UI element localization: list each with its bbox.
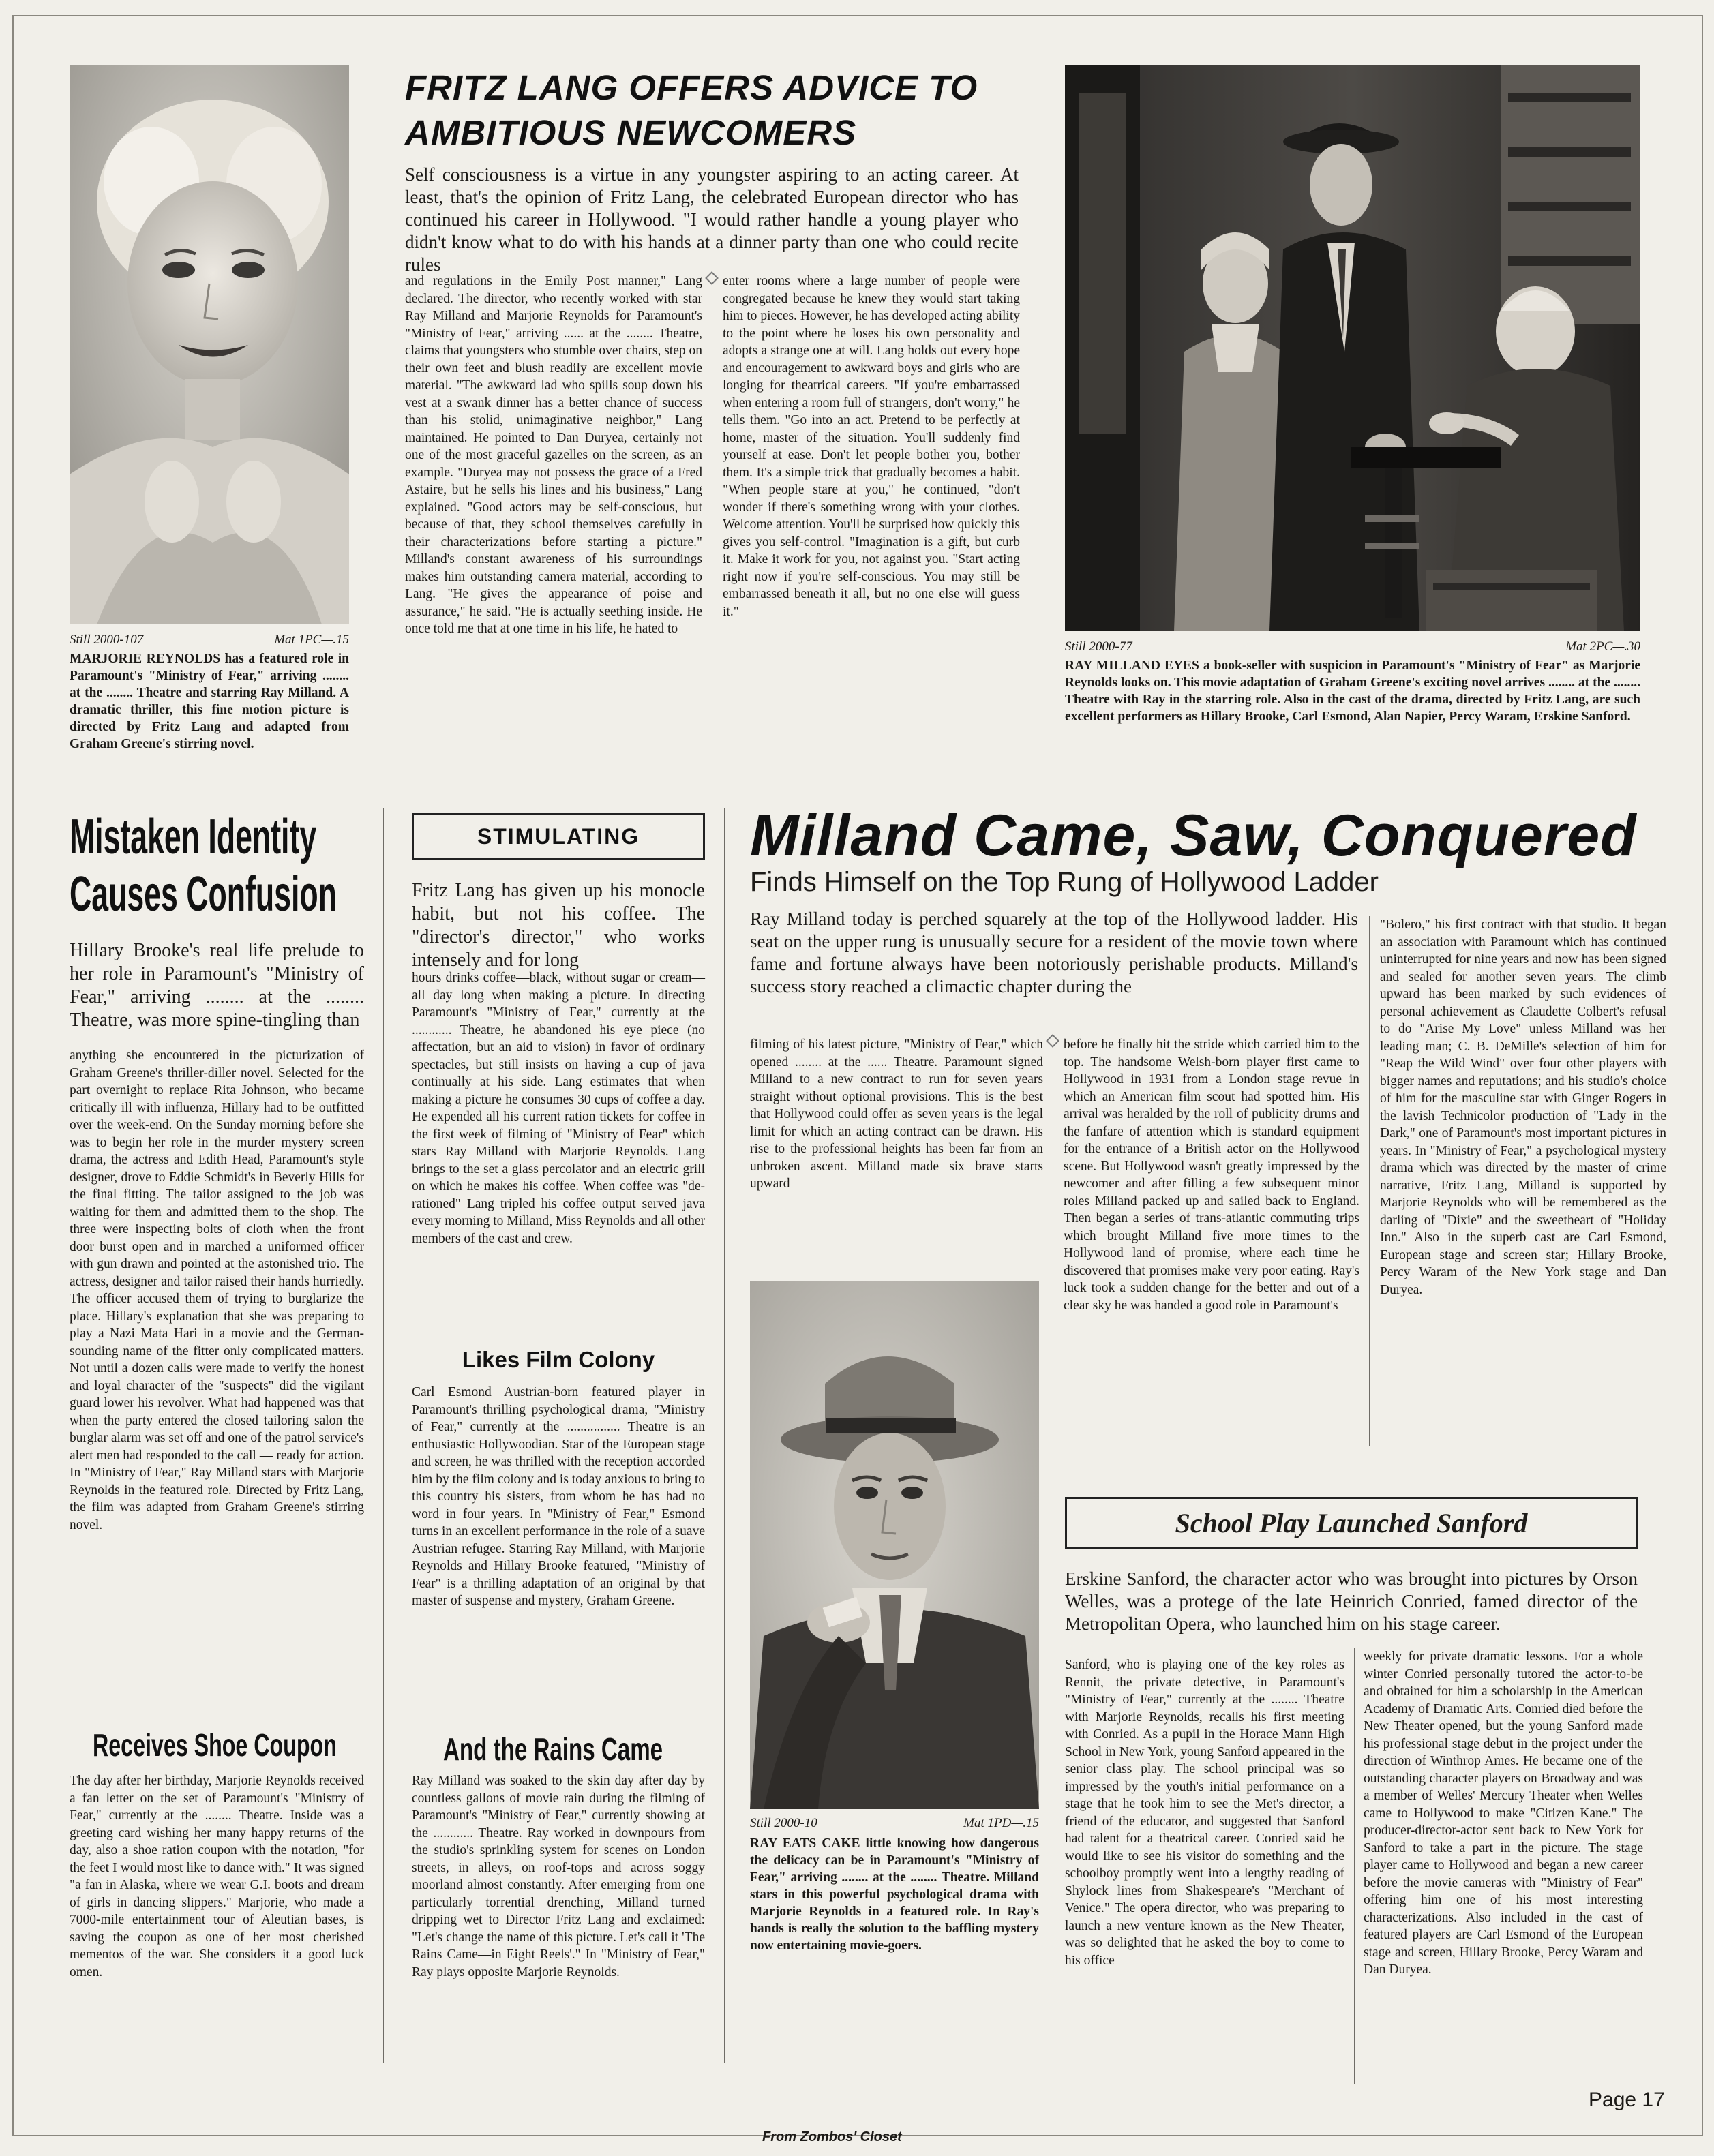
headline-line-1: Mistaken Identity [70,810,317,864]
scan-credit: From Zombos' Closet [762,2129,902,2144]
headline-milland-conquered: Milland Came, Saw, Conquered [750,803,1637,868]
mat-number: Mat 1PD—.15 [963,1816,1039,1830]
milland-subhead: Finds Himself on the Top Rung of Hollywood Ladder [750,867,1379,897]
milland-column-1: filming of his latest picture, "Ministry of Fear," which opened ........ at the ...... Theatre. Paramount signed Milland to a new contract to run for seven years straight without optional provisions. This is the best that Hollywood could offer as seven years is the legal limit for which an acting contract can be drawn. His rise to the professional heights has been far from an unbroken ascent. Milland made six brave starts upward [750,1037,1043,1191]
column-rule [1369,916,1370,1446]
sanford-lead: Erskine Sanford, the character actor who was brought into pictures by Orson Welles, was a protege of the late Heinrich Conried, famed director of the Metropolitan Opera, who launched him on his stage career. [1065,1568,1638,1634]
mistaken-lead: Hillary Brooke's real life prelude to her role in Paramount's "Ministry of Fear," arriving ........ at the ........ Theatre, was more spine-tingling than [70,940,364,1031]
milland-lead: Ray Milland today is perched squarely at the top of the Hollywood ladder. His seat on the upper rung is unusually secure for a resident of the movie town where fame and fortune always have been notoriously perishable products. Milland's success story reached a climactic chapter during the [750,909,1358,997]
headline-rains-came: And the Rains Came [443,1731,663,1767]
headline-fritz-lang: FRITZ LANG OFFERS ADVICE TO AMBITIOUS NEWCOMERS [405,68,978,152]
photo-cake-credits [750,1816,1039,1831]
photo-reynolds-caption: MARJORIE REYNOLDS has a featured role in Paramount's "Ministry of Fear," arriving ........ at the ........ Theatre and starring Ray Milland. A dramatic thriller, this fine motion picture is directed by Fritz Lang and adapted from Graham Greene's stirring novel. [70,652,349,751]
photo-bookseller-caption: RAY MILLAND EYES a book-seller with suspicion in Paramount's "Ministry of Fear" as Marjorie Reynolds looks on. This movie adaptation of Graham Greene's exciting novel arrives ........ at the ........ Theatre with Ray in the starring role. Also in the cast of the drama, directed by Fritz Lang, are such excellent performers as Hillary Brooke, Carl Esmond, Alan Napier, Percy Waram, Erskine Sanford. [1065,658,1640,724]
photo-ray-eats-cake [750,1281,1039,1809]
sanford-headline-box [1065,1497,1638,1549]
mat-number: Mat 1PC—.15 [274,633,349,647]
still-number: Still 2000-77 [1065,639,1132,654]
still-number: Still 2000-107 [70,633,144,647]
headline-shoe-coupon: Receives Shoe Coupon [93,1727,337,1763]
headline-mistaken-identity [70,808,337,923]
film-colony-body: Carl Esmond Austrian-born featured player in Paramount's thrilling psychological drama, "Ministry of Fear," currently at the ................ Theatre is an enthusiastic Hollywoodian. Star of the European stage and screen, he was thrilled with the reception accorded him by the film colony and is today anxious to bring to this country his sisters, from whom he has had no word in four years. In "Ministry of Fear," Esmond turns in an excellent performance in the role of a suave Austrian refugee. Starring Ray Milland, with Marjorie Reynolds and Hillary Brooke featured, "Ministry of Fear" is a thrilling adaptation of an original by that master of suspense and mystery, Graham Greene. [412,1385,705,1608]
stimulating-box [412,813,705,860]
milland-column-3: "Bolero," his first contract with that studio. It began an association with Paramount which has continued uninterrupted for nine years and now has been signed and sealed for another seven years. The climb upward has been marked by such evidences of personal achievement as Claudette Colbert's refusal to do "Arise My Love" unless Milland was her leading man; C. B. DeMille's selection of him for "Reap the Wild Wind" over four other players with bigger names and reputations; and his studio's choice of him for the masculine star with Ginger Rogers in the lavish Technicolor production of "Lady in the Dark," one of Paramount's most important pictures in years. In "Ministry of Fear," a psychological mystery drama which was directed by the master of crime narrative, Fritz Lang, Milland is supported by Marjorie Reynolds who will be remembered as the darling of "Dixie" and the sweetheart of "Holiday Inn." Also in the superb cast are Carl Esmond, European stage and screen star; Hillary Brooke, Percy Waram of the New York stage and Dan Duryea. [1380,917,1666,1297]
column-rule [383,808,384,2063]
mat-number: Mat 2PC—.30 [1565,639,1640,654]
sanford-column-2: weekly for private dramatic lessons. For a whole winter Conried personally tutored the actor-to-be and obtained for him a scholarship in the American Academy of Dramatic Arts. Conried died before the New Theater opened, but the young Sanford made his professional stage debut in the project under the direction of Winthrop Ames. He became one of the outstanding character players on Broadway and was a member of Welles' Mercury Theater when Welles came to Hollywood to make "Citizen Kane." The producer-director-actor sent back to New York for Sanford to take a part in the picture. The stage player came to Hollywood and began a new career before the movie cameras with "Ministry of Fear" offering him one of his most interesting characterizations. Also included in the cast of featured players are Carl Esmond of the European stage and screen, Hillary Brooke, Percy Waram and Dan Duryea. [1364,1650,1643,1977]
photo-marjorie-reynolds [70,65,349,624]
fritz-lang-column-2: enter rooms where a large number of people were congregated because he knew they would start taking him to pieces. However, he has developed acting ability to the point where he loses his own personality and adopts a strange one at will. Lang holds out every hope and encouragement to awkward boys and girls who are longing for theatrical careers. "If you're embarrassed when entering a room full of strangers, don't worry," he tells them. "Go into an act. Pretend to be perfectly at home, master of the situation. You'll suddenly find yourself at ease. Don't let people bother you, bother them. It's a simple trick that gradually becomes a habit. "When people stare at you," he continued, "don't wonder if there's something wrong with your clothes. Welcome attention. You'll be surprised how quickly this gives you self-control. "Imagination is a gift, but curb it. Make it work for you, not against you. "Start acting right now if you're self-conscious. You may still be embarrassed beneath it all, but no one else will guess it." [723,274,1020,619]
headline-likes-film-colony: Likes Film Colony [462,1347,655,1372]
fritz-lang-column-1: and regulations in the Emily Post manner," Lang declared. The director, who recently worked with star Ray Milland and Marjorie Reynolds for Paramount's "Ministry of Fear," arriving ...... at the ........ Theatre, claims that youngsters who stumble over chairs, step on their own feet and blush readily are excellent movie material. "The awkward lad who spills soup down his vest at a swank dinner has a better chance of success than his stolid, unimaginative neighbor," Lang maintained. He pointed to Dan Duryea, certainly not one of the most graceful gazelles on the screen, as an example. "Duryea may not possess the grace of a Fred Astaire, but he sells his lines and his business," Lang explained. "Good actors may be self-conscious, but because of that, they school themselves carefully in their characterizations before starting a picture." Milland's constant awareness of his surroundings makes him outstanding camera material, according to Lang. "He gives the appearance of poise and assurance," he said. "He is actually seething inside. He once told me that at one time in his life, he hated to [405,274,702,636]
stimulating-lead: Fritz Lang has given up his monocle habit, but not his coffee. The "director's director," who works intensely and for long [412,880,705,971]
sanford-column-1: Sanford, who is playing one of the key roles as Rennit, the private detective, in Paramount's "Ministry of Fear," currently at the ........ Theatre with Marjorie Reynolds, recalls his first meeting with Conried. As a pupil in the Horace Mann High School in New York, young Sanford appeared in the senior class play. The school principal was so impressed by the youth's initial performance on a stage that he took him to see the Met's director, a friend of the educator, and suggested that Sanford had talent for a theatrical career. Conried said he would like to see his visitor do something and the schoolboy promptly went into a lengthy reading of Shylock lines from Shakespeare's "Merchant of Venice." The opera director, who was preparing to launch a new venture known as the New Theater, was so delighted that he asked the boy to come to his office [1065,1658,1344,1968]
column-rule [724,808,725,2063]
column-rule [1354,1648,1355,2084]
headline-sanford: School Play Launched Sanford [1175,1507,1528,1538]
photo-cake-caption: RAY EATS CAKE little knowing how dangerous the delicacy can be in Paramount's "Ministry of Fear," arriving ........ at the ........ Theatre. Milland stars in this powerful psychological drama with Marjorie Reynolds in a featured role. In Ray's hands is really the solution to the baffling mystery now entertaining movie-goers. [750,1836,1039,1953]
still-number: Still 2000-10 [750,1816,817,1830]
photo-milland-bookseller [1065,65,1640,631]
rains-came-body: Ray Milland was soaked to the skin day after day by countless gallons of movie rain during the filming of Paramount's "Ministry of Fear," currently showing at the ............ Theatre. Ray worked in downpours from the studio's sprinkling system for scenes on London streets, in alleys, on roof-tops and across soggy moorland almost constantly. After emerging from one particularly torrential drenching, Milland turned dripping wet to Director Fritz Lang and exclaimed: "Let's change the name of this picture. Let's call it 'The Rains Came—in Eight Reels'." In "Ministry of Fear," Ray plays opposite Marjorie Reynolds. [412,1774,705,1979]
page-number: Page 17 [1589,2089,1665,2111]
mistaken-body: anything she encountered in the picturization of Graham Greene's thriller-diller novel. Selected for the part overnight to replace Rita Johnson, who became critically ill with influenza, Hillary had to be outfitted over the week-end. On the Sunday morning before she was to begin her role in the murder mystery screen drama, the actress and Edith Head, Paramount's style designer, drove to Eddie Schmidt's in Beverly Hills for the final fitting. The tailor assigned to the job was waiting for them and admitted them to the shop. The three were inspecting bolts of cloth when the front door burst open and in marched a uniformed officer with gun drawn and pointed at the astonished trio. The actress, designer and tailor raised their hands hurriedly. The officer accused them of trying to burglarize the place. Hillary's explanation that she was preparing to play a Nazi Mata Hari in a movie and the German-sounding name of the fitter only complicated matters. Not until a dozen calls were made to verify the honest and loyal character of the "suspects" did the vigilant guard lower his revolver. What had happened was that when the party entered the closed tailoring salon the burglar alarm was set off and one of the patrol service's alert men had responded to the call — ready for action. In "Ministry of Fear," Ray Milland stars with Marjorie Reynolds in the featured role. Directed by Fritz Lang, the film was adapted from Graham Greene's stirring novel. [70,1048,364,1532]
headline-line-2: Causes Confusion [70,867,337,922]
headline-stimulating: STIMULATING [477,823,640,849]
milland-column-2: before he finally hit the stride which carried him to the top. The handsome Welsh-born player first came to Hollywood in 1931 from a London stage revue in which an American film scout had spotted him. His arrival was heralded by the roll of publicity drums and the fanfare of attention which is standard equipment for the entrance of a British actor on the Hollywood scene. But Hollywood wasn't greatly impressed by the newcomer and after filling a few subsequent minor roles Milland packed up and sailed back to England. Then began a series of trans-atlantic commuting trips which brought Milland five more times to the Hollywood land of promise, where each time he discovered that promises make very poor eating. Ray's luck took a sudden change for the better and out of a clear sky he was handed a good role in Paramount's [1064,1037,1359,1313]
fritz-lang-lead: Self consciousness is a virtue in any youngster aspiring to an acting career. At least, that's the opinion of Fritz Lang, the celebrated European director who has continued his career in Hollywood. "I would rather handle a young player who didn't know what to do with his hands at a dinner party than one who could recite rules [405,164,1019,275]
photo-reynolds-credits [70,633,349,648]
photo-bookseller-credits [1065,639,1640,654]
stimulating-body: hours drinks coffee—black, without sugar or cream—all day long when making a picture. In directing Paramount's "Ministry of Fear," currently at the ............ Theatre, he abandoned his eye piece (no affectation, but an aid to vision) in favor of ordinary spectacles, but still insists on having a cup of java continually at his side. Lang estimates that when making a picture he consumes 30 cups of coffee a day. He expended all his current ration tickets for coffee in the first week of filming of "Ministry of Fear" which stars Ray Milland with Marjorie Reynolds. Lang brings to the set a glass percolator and an electric grill on which he makes his coffee. When coffee was "de-rationed" Lang tripled his coffee output served java every morning to Milland, Miss Reynolds and all other members of the cast and crew. [412,971,705,1246]
shoe-coupon-body: The day after her birthday, Marjorie Reynolds received a fan letter on the set of Paramount's "Ministry of Fear," currently at the ........ Theatre. Inside was a greeting card wishing her many happy returns of the day, also a shoe ration coupon with the notation, "for the feet I would most like to dance with." It was signed "a fan in Alaska, where we wear G.I. boots and dream of girls in dancing slippers." Marjorie, who made a 7000-mile entertainment tour of Aleutian bases, is saving the coupon as one of her most cherished mementos of the war. She considers it a good luck omen. [70,1774,364,1979]
